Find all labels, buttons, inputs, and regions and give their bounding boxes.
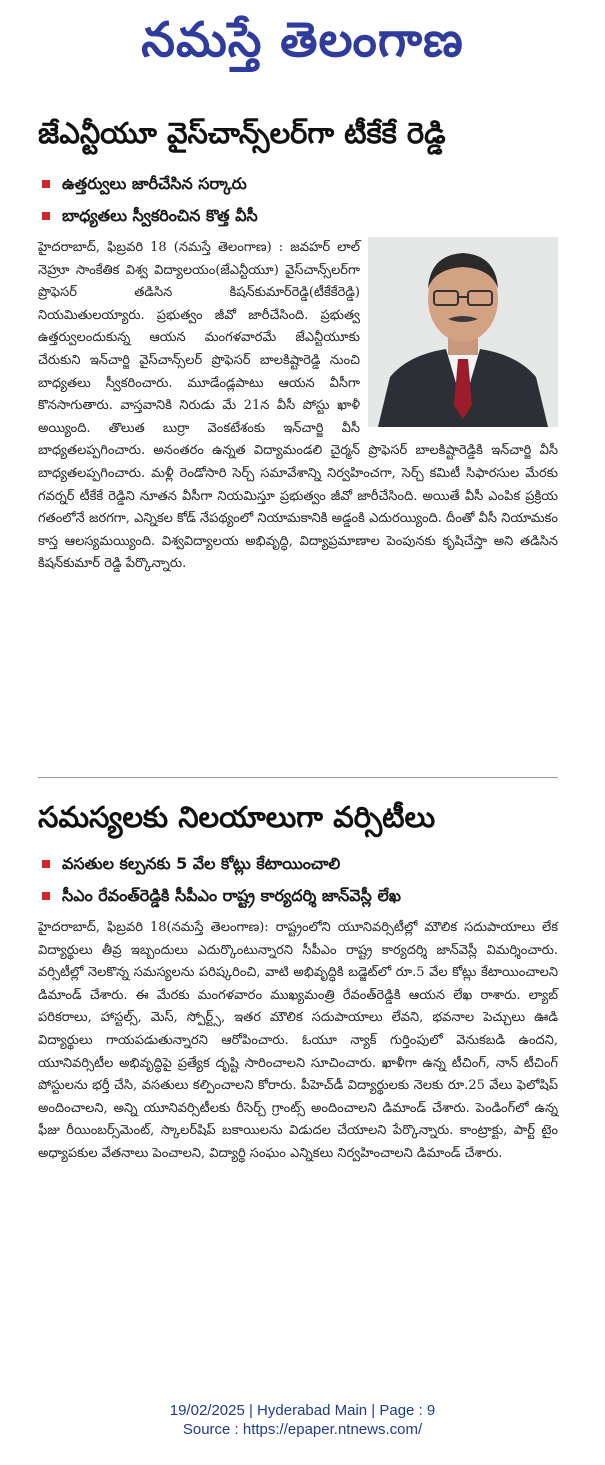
- article-body-text: హైదరాబాద్, ఫిబ్రవరి 18(నమస్తే తెలంగాణ): రాష్ట్రంలోని యూనివర్సిటీల్లో మౌలిక సదుపాయాలు లేక విద్యార్థులు తీవ్ర ఇబ్బందులు ఎదుర్కొంటున్నారని సీపీఎం రాష్ట్ర కార్యదర్శి జాన్‌వెస్లీ విమర్శించారు. వర్సిటీల్లో నెలకొన్న సమస్యలను పరిష్కరించి, వాటి అభివృద్ధికి బడ్జెట్‌లో రూ.5 వేల కోట్లు కేటాయించాలని డిమాండ్ చేశారు. ఈ మేరకు మంగళవారం ముఖ్యమంత్రి రేవంత్‌రెడ్డికి ఆయన లేఖ రాశారు. ల్యాబ్ పరికరాలు, హాస్టల్స్, మెస్, స్పోర్ట్స్, ఇతర మౌలిక సదుపాయాలు లేవని, భవనాల పెచ్చులు ఊడి విద్యార్థులు గాయపడుతున్నారని ఆరోపించారు. ఓయూ న్యాక్ గుర్తింపులో వెనుకబడి ఉందని, యూనివర్సిటీల అభివృద్ధిపై ప్రత్యేక దృష్టి సారించాలని సూచించారు. ఖాళీగా ఉన్న టీచింగ్, నాన్ టీచింగ్ పోస్టులను భర్తీ చేసి, వసతులు కల్పించాలని కోరారు. పీహెచ్‌డీ విద్యార్థులకు నెలకు రూ.25 వేలు ఫెలోషిప్ అందించాలని, అన్ని యూనివర్సిటీలకు రీసెర్చ్ గ్రాంట్స్ అందించాలని డిమాండ్ చేశారు. పెండింగ్‌లో ఉన్న ఫీజు రీయింబర్స్‌మెంట్, స్కాలర్‌షిప్ బకాయిలను విడుదల చేయాలని పేర్కొన్నారు. కాంట్రాక్టు, పార్ట్ టైం అధ్యాపకుల వేతనాలు పెంచాలని, విద్యార్థి సంఘం ఎన్నికలు నిర్వహించాలని డిమాండ్ చేశారు.: [38, 920, 558, 1161]
- newspaper-title: నమస్తే తెలంగాణ: [141, 12, 464, 68]
- bullet-square-icon: [42, 212, 50, 220]
- bullet-text: ఉత్తర్వులు జారీచేసిన సర్కారు: [62, 174, 247, 193]
- bullet-square-icon: [42, 860, 50, 868]
- section-divider: [38, 777, 558, 778]
- bullet-square-icon: [42, 180, 50, 188]
- bullet-text: వసతుల కల్పనకు 5 వేల కోట్లు కేటాయించాలి: [62, 854, 341, 873]
- person-portrait-photo: [368, 237, 558, 427]
- article-bullet: [38, 853, 558, 875]
- bullet-text: సీఎం రేవంత్‌రెడ్డికి సీపీఎం రాష్ట్ర కార్యదర్శి జాన్‌వెస్లీ లేఖ: [62, 886, 401, 905]
- article-headline: జేఎన్టీయూ వైస్‌చాన్స్‌లర్‌గా టీకేకే రెడ్డి: [38, 116, 446, 150]
- article-jntu-vc: [38, 113, 558, 576]
- masthead: [0, 4, 605, 84]
- article-bullet: [38, 173, 558, 195]
- article-bullet: [38, 885, 558, 907]
- article-universities: [38, 797, 558, 1166]
- person-portrait-icon: [368, 237, 558, 427]
- article-body-text: హైదరాబాద్, ఫిబ్రవరి 18 (నమస్తే తెలంగాణ) : జవహర్ లాల్ నెహ్రూ సాంకేతిక విశ్వ విద్యాలయం(జేఎన్టీయూ) వైస్‌చాన్స్‌లర్‌గా ప్రొఫెసర్ తడిసిన కిషన్‌కుమార్‌రెడ్డి(టీకేకేరెడ్డి) నియమితులయ్యారు. ప్రభుత్వం జీవో జారీచేసింది. ప్రభుత్వ ఉత్తర్వులందుకున్న ఆయన మంగళవారమే జేఎన్టీయూకు చేరుకుని ఇన్‌చార్జి వైస్‌చాన్స్‌లర్ ప్రొఫెసర్ బాలకిష్టారెడ్డి నుంచి బాధ్యతలు స్వీకరించారు. మూడేండ్లపాటు ఆయన వీసీగా కొనసాగుతారు. వాస్తవానికి నిరుడు మే 21న వీసీ పోస్టు ఖాళీ అయ్యింది. తొలుత బుర్రా వెంకటేశంకు ఇన్‌చార్జి వీసీ బాధ్యతలప్పగించారు. అనంతరం ఉన్నత విద్యామండలి చైర్మన్ ప్రొఫెసర్ బాలకిష్టారెడ్డికి ఇన్‌చార్జి వీసీ బాధ్యతలప్పగించారు. మళ్లీ రెండోసారి సెర్చ్ సమావేశాన్ని నిర్వహించగా, సెర్చ్ కమిటీ సిఫారసుల మేరకు గవర్నర్ టీకేకే రెడ్డిని నూతన వీసీగా నియమిస్తూ ప్రభుత్వం జీవో జారీచేసింది. అయితే వీసీ ఎంపిక ప్రక్రియ గతంలోనే జరగగా, ఎన్నికల కోడ్ నేపథ్యంలో నియామకానికి అడ్డంకి ఎదురయ్యింది. దీంతో వీసీ నియామకం కాస్త ఆలస్యమయ్యింది. విశ్వవిద్యాలయ అభివృద్ధి, విద్యాప్రమాణాల పెంపునకు కృషిచేస్తా అని తడిసిన కిషన్‌కుమార్ రెడ్డి పేర్కొన్నారు.: [38, 240, 558, 572]
- bullet-text: బాధ్యతలు స్వీకరించిన కొత్త వీసీ: [62, 206, 258, 225]
- article-body: [38, 237, 558, 576]
- footer-date-edition: 19/02/2025 | Hyderabad Main | Page : 9: [169, 1402, 436, 1419]
- footer: [0, 1402, 605, 1438]
- article-headline: సమస్యలకు నిలయాలుగా వర్సిటీలు: [38, 800, 436, 834]
- bullet-square-icon: [42, 892, 50, 900]
- footer-source-link[interactable]: Source : https://epaper.ntnews.com/: [182, 1421, 423, 1438]
- article-bullet: [38, 205, 558, 227]
